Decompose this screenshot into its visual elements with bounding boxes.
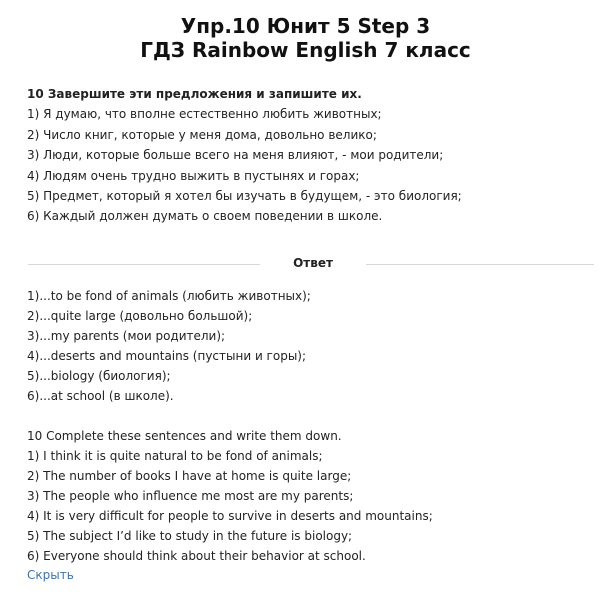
answer-label: Ответ <box>293 256 333 270</box>
english-task-block <box>27 426 433 566</box>
english-item: 1) I think it is quite natural to be fond of animals; <box>27 449 323 463</box>
hide-link[interactable]: Скрыть <box>27 568 74 582</box>
answer-item: 2)...quite large (довольно большой); <box>27 309 253 323</box>
divider-rule-right <box>366 264 594 265</box>
task-item: 3) Люди, которые больше всего на меня влияют, - мои родители; <box>27 148 444 163</box>
page-title-line-1: Упр.10 Юнит 5 Step 3 <box>180 14 431 38</box>
task-item: 2) Число книг, которые у меня дома, довольно велико; <box>27 127 377 142</box>
answer-item: 1)...to be fond of animals (любить животных); <box>27 289 311 303</box>
english-heading: 10 Complete these sentences and write them down. <box>27 429 342 443</box>
task-item: 4) Людям очень трудно выжить в пустынях и горах; <box>27 168 360 183</box>
english-item: 2) The number of books I have at home is quite large; <box>27 469 352 483</box>
english-item: 4) It is very difficult for people to survive in deserts and mountains; <box>27 509 433 523</box>
task-item: 6) Каждый должен думать о своем поведении в школе. <box>27 209 383 224</box>
answer-item: 6)...at school (в школе). <box>27 389 174 403</box>
answer-divider <box>28 254 594 276</box>
english-item: 5) The subject I’d like to study in the future is biology; <box>27 529 353 543</box>
task-item: 1) Я думаю, что вполне естественно любить животных; <box>27 107 382 122</box>
task-heading: 10 Завершите эти предложения и запишите их. <box>27 87 362 101</box>
task-item: 5) Предмет, который я хотел бы изучать в будущем, - это биология; <box>27 189 462 204</box>
answer-item: 4)...deserts and mountains (пустыни и горы); <box>27 349 307 363</box>
answer-item: 5)...biology (биология); <box>27 369 171 383</box>
task-block <box>27 84 462 227</box>
answer-item: 3)...my parents (мои родители); <box>27 329 226 343</box>
english-item: 3) The people who influence me most are my parents; <box>27 489 354 503</box>
divider-rule-left <box>28 264 260 265</box>
page-title-line-2: ГДЗ Rainbow English 7 класс <box>140 38 471 62</box>
answer-block <box>27 286 311 406</box>
english-item: 6) Everyone should think about their behavior at school. <box>27 549 366 563</box>
